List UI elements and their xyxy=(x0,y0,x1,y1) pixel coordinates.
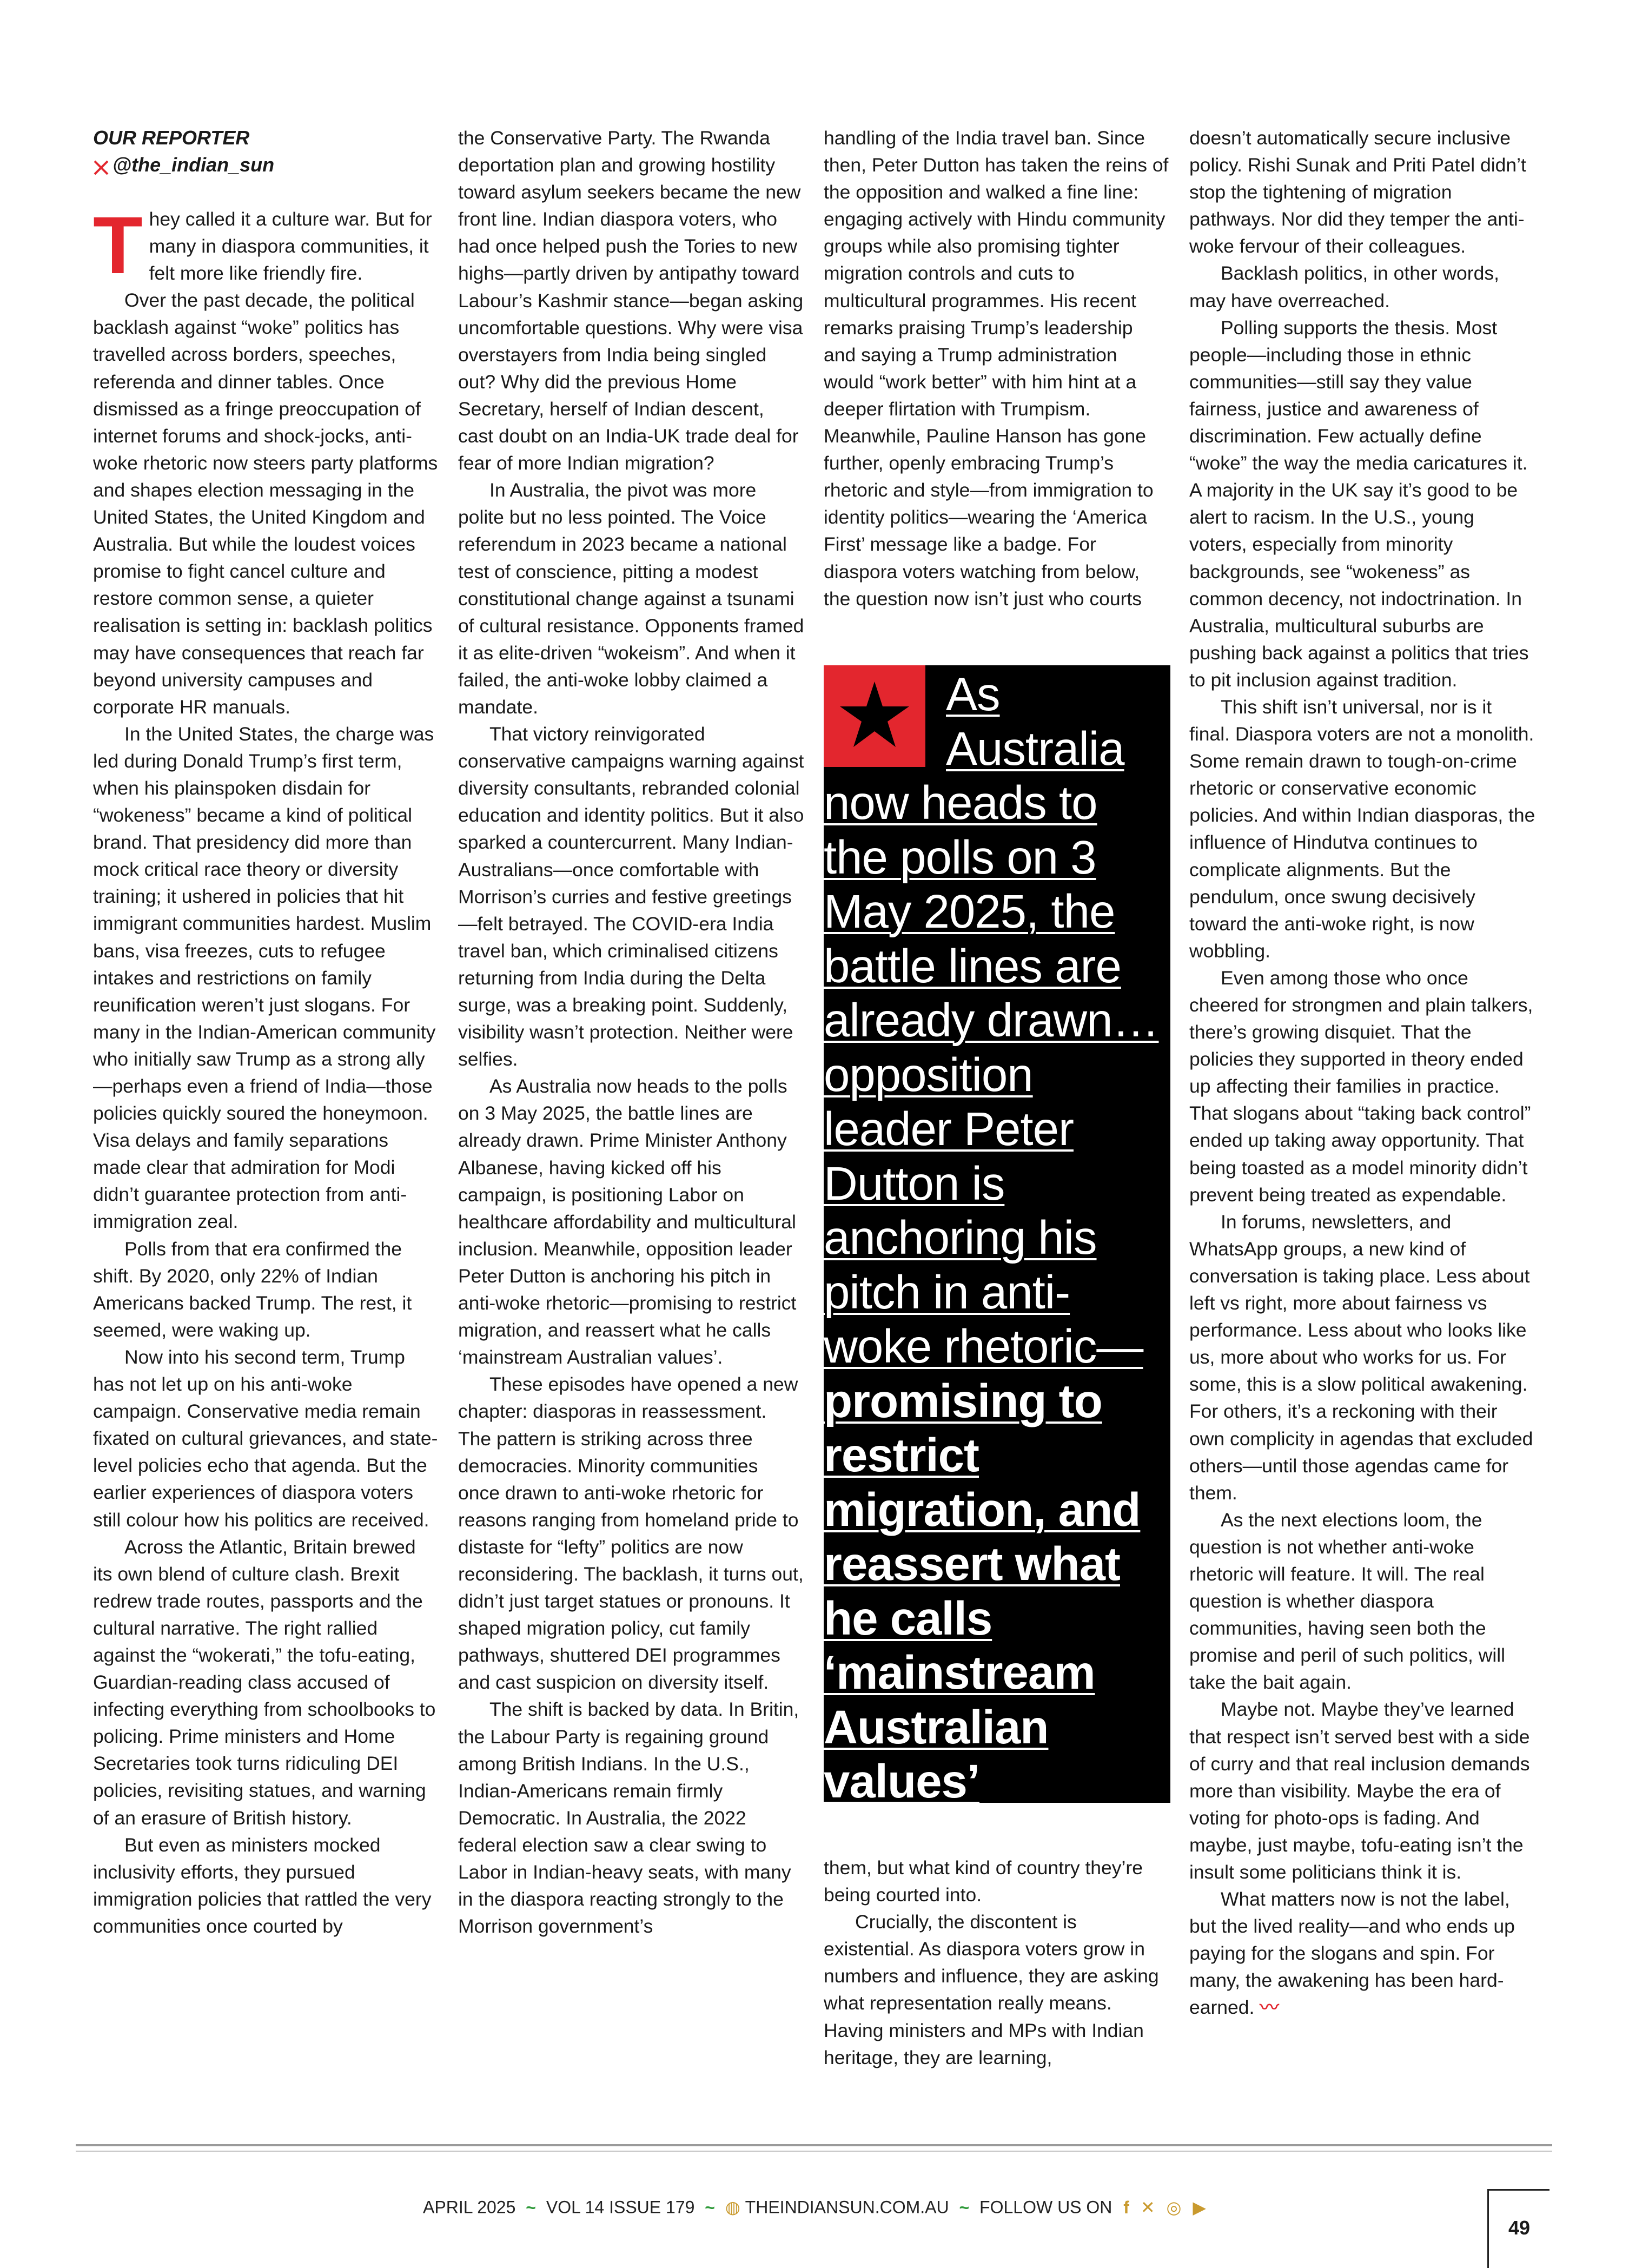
pull-quote-line-bold: Australian xyxy=(824,1701,1049,1754)
pull-quote-line-bold: promising to xyxy=(824,1374,1102,1427)
pull-quote-line: now heads to xyxy=(824,777,1097,829)
pull-quote-line: Dutton is xyxy=(824,1157,1005,1210)
paragraph: them, but what kind of country they’re being courted into. xyxy=(824,1857,1143,1906)
pull-quote-line: woke rhetoric— xyxy=(824,1320,1143,1373)
paragraph: Across the Atlantic, Britain brewed its own blend of culture clash. Brexit redrew trade routes, passports and the cultural narrative. The right rallied against the “wokerati,” the tofu-eating, Guardian-reading class accused of infecting everything from schoolbooks to policing. Prime ministers and Home Secretaries took turns ridiculing DEI policies, revisiting statues, and warning of an erasure of British history. xyxy=(93,1536,436,1829)
paragraph: As the next elections loom, the question is not whether anti-woke rhetoric will feature. It will. The real question is whether diaspora communities, having seen both the promise and peril of such politics, will take the bait again. xyxy=(1189,1509,1506,1694)
byline-label: OUR REPORTER xyxy=(93,127,250,149)
separator-icon: ~ xyxy=(526,2197,536,2217)
pull-quote-line: battle lines are xyxy=(824,940,1121,993)
footer-divider-thin xyxy=(76,2151,1552,2152)
paragraph: These episodes have opened a new chapter: diasporas in reassessment. The pattern is striking across three democracies. Minority communities once drawn to anti-woke rhetoric for reasons ranging from homeland pride to distaste for “lefty” politics are now reconsidering. The backlash, it turns out, didn’t just target statues or pronouns. It shaped migration policy, cut family pathways, shuttered DEI programmes and cast suspicion on diversity itself. xyxy=(458,1373,804,1694)
page-footer xyxy=(0,2195,1629,2218)
footer-issue: VOL 14 ISSUE 179 xyxy=(546,2197,695,2217)
handle-text: @the_indian_sun xyxy=(112,154,275,176)
pull-quote-line: opposition xyxy=(824,1048,1033,1101)
paragraph: doesn’t automatically secure inclusive policy. Rishi Sunak and Priti Patel didn’t stop the tightening of migration pathways. Nor did they temper the anti-woke fervour of their colleagues. xyxy=(1189,127,1526,257)
pull-quote-line: leader Peter xyxy=(824,1103,1074,1155)
end-mark-icon: 〰 xyxy=(1260,1996,1279,2019)
paragraph: the Conservative Party. The Rwanda deportation plan and growing hostility toward asylum seekers became the new front line. Indian diaspora voters, who had once helped push the Tories to new highs—partly driven by antipathy toward Labour’s Kashmir stance—began asking uncomfortable questions. Why were visa overstayers from India being singled out? Why did the previous Home Secretary, herself of Indian descent, cast doubt on an India-UK trade deal for fear of more Indian migration? xyxy=(458,127,804,474)
pull-quote-line: May 2025, the xyxy=(824,885,1115,938)
last-paragraph xyxy=(1189,1886,1535,2021)
article-column-3-continued xyxy=(824,1854,1170,2071)
paragraph: hey called it a culture war. But for many in diaspora communities, it felt more like friendly fire. xyxy=(149,208,432,285)
article-column-4 xyxy=(1189,124,1535,2021)
drop-cap: T xyxy=(93,200,143,290)
paragraph: In Australia, the pivot was more polite but no less pointed. The Voice referendum in 2023 became a national test of conscience, pitting a modest constitutional change against a tsunami of cultural resistance. Opponents framed it as elite-driven “wokeism”. And when it failed, the anti-woke lobby claimed a mandate. xyxy=(458,479,804,718)
paragraph: Crucially, the discontent is existential. As diaspora voters grow in numbers and influence, they are asking what representation really means. Having ministers and MPs with Indian heritage, they are learning, xyxy=(824,1911,1159,2068)
article-column-3 xyxy=(824,124,1170,612)
pull-quote-line: pitch in anti- xyxy=(824,1266,1070,1319)
paragraph: This shift isn’t universal, nor is it final. Diaspora voters are not a monolith. Some remain drawn to tough-on-crime rhetoric or conservative economic policies. And within Indian diasporas, the influence of Hindutva continues to complicate alignments. But the pendulum, once swung decisively toward the anti-woke right, is now wobbling. xyxy=(1189,696,1535,962)
footer-divider xyxy=(76,2144,1552,2146)
paragraph: Polls from that era confirmed the shift. By 2020, only 22% of Indian Americans backed Trump. The rest, it seemed, were waking up. xyxy=(93,1238,412,1341)
paragraph: Backlash politics, in other words, may have overreached. xyxy=(1189,262,1499,312)
pull-quote-line-bold: reassert what xyxy=(824,1538,1120,1590)
paragraph: handling of the India travel ban. Since then, Peter Dutton has taken the reins of the opposition and walked a fine line: engaging actively with Hindu community groups while also promising tighter migration controls and cuts to multicultural programmes. His recent remarks praising Trump’s leadership and saying a Trump administration would “work better” with him hint at a deeper flirtation with Trumpism. Meanwhile, Pauline Hanson has gone further, openly embracing Trump’s rhetoric and style—from immigration to identity politics—wearing the ‘America First’ message like a badge. For diaspora voters watching from below, the question now isn’t just who courts xyxy=(824,127,1169,610)
paragraph: Over the past decade, the political backlash against “woke” politics has travelled across borders, speeches, referenda and dinner tables. Once dismissed as a fringe preoccupation of internet forums and shock-jocks, anti-woke rhetoric now steers party platforms and shapes election messaging in the United States, the United Kingdom and Australia. But while the loudest voices promise to fight cancel culture and restore common sense, a quieter realisation is setting in: backlash politics may have consequences that reach far beyond university campuses and corporate HR manuals. xyxy=(93,289,438,718)
footer-website[interactable]: THEINDIANSUN.COM.AU xyxy=(745,2197,949,2217)
pull-quote-line: already drawn… xyxy=(824,994,1159,1047)
paragraph: In the United States, the charge was led during Donald Trump’s first term, when his plainspoken disdain for “wokeness” became a kind of political brand. That presidency did more than mock critical race theory or diversity training; it ushered in policies that hit immigrant communities hardest. Muslim bans, visa freezes, cuts to refugee intakes and restrictions on family reunification weren’t just slogans. For many in the Indian-American community who initially saw Trump as a strong ally—perhaps even a friend of India—those policies quickly soured the honeymoon. Visa delays and family separations made clear that admiration for Modi didn’t guarantee protection from anti-immigration zeal. xyxy=(93,723,436,1233)
pull-quote-line-bold: ‘mainstream xyxy=(824,1647,1095,1699)
pull-quote-line-bold: restrict xyxy=(824,1429,979,1482)
paragraph: Polling supports the thesis. Most people—including those in ethnic communities—still say they value fairness, justice and awareness of discrimination. Few actually define “woke” the way the media caricatures it. A majority in the UK say it’s good to be alert to racism. In the U.S., young voters, especially from minority backgrounds, see “wokeness” as common decency, not indoctrination. In Australia, multicultural suburbs are pushing back against a politics that tries to pit inclusion against tradition. xyxy=(1189,316,1529,691)
facebook-icon[interactable]: f xyxy=(1123,2197,1129,2217)
page-number: 49 xyxy=(1487,2189,1549,2268)
x-icon[interactable]: ✕ xyxy=(1140,2197,1155,2217)
pull-quote-line-bold: values’ xyxy=(824,1755,980,1808)
pull-quote-text xyxy=(824,667,1170,1809)
paragraph: Now into his second term, Trump has not let up on his anti-woke campaign. Conservative media remain fixated on cultural grievances, and state-level policies echo that agenda. But the earlier experiences of diaspora voters still colour how his politics are received. xyxy=(93,1346,438,1531)
paragraph: In forums, newsletters, and WhatsApp groups, a new kind of conversation is taking place. Less about left vs right, more about fairness vs performance. Less about who looks like us, more about who works for us. For some, this is a slow political awakening. For others, it’s a reckoning with their own complicity in agendas that excluded others—until those agendas came for them. xyxy=(1189,1211,1533,1504)
x-icon xyxy=(93,156,109,174)
pull-quote-line-bold: he calls xyxy=(824,1592,992,1645)
youtube-icon[interactable]: ▶ xyxy=(1193,2197,1206,2217)
footer-follow: FOLLOW US ON xyxy=(979,2197,1113,2217)
article-column-2 xyxy=(458,124,804,1940)
byline-handle[interactable] xyxy=(93,151,439,178)
article-column-1 xyxy=(93,124,439,1940)
pull-quote-line: anchoring his xyxy=(824,1212,1097,1264)
pull-quote-line: As xyxy=(946,668,1000,720)
paragraph: Maybe not. Maybe they’ve learned that respect isn’t served best with a side of curry and that real inclusion demands more than visibility. Maybe the era of voting for photo-ops is fading. And maybe, just maybe, tofu-eating isn’t the insult some politicians think it is. xyxy=(1189,1698,1530,1883)
globe-icon: ◍ xyxy=(725,2197,740,2217)
pull-quote-line-bold: migration, and xyxy=(824,1483,1141,1536)
pull-quote-line: Australia xyxy=(946,722,1124,775)
paragraph: The shift is backed by data. In Britin, the Labour Party is regaining ground among British Indians. In the U.S., Indian-Americans remain firmly Democratic. In Australia, the 2022 federal election saw a clear swing to Labor in Indian-heavy seats, with many in the diaspora reacting strongly to the Morrison government’s xyxy=(458,1698,799,1938)
footer-date: APRIL 2025 xyxy=(423,2197,516,2217)
instagram-icon[interactable]: ◎ xyxy=(1166,2197,1182,2217)
paragraph: But even as ministers mocked inclusivity efforts, they pursued immigration policies that rattled the very communities once courted by xyxy=(93,1834,432,1937)
paragraph: That victory reinvigorated conservative campaigns warning against diversity consultants, rebranded colonial education and identity politics. But it also sparked a countercurrent. Many Indian-Australians—once comfortable with Morrison’s curries and festive greetings—felt betrayed. The COVID-era India travel ban, which criminalised citizens returning from India during the Delta surge, was a breaking point. Suddenly, visibility wasn’t protection. Neither were selfies. xyxy=(458,723,804,1070)
paragraph-text: What matters now is not the label, but the lived reality—and who ends up paying for the slogans and spin. For many, the awakening has been hard-earned. xyxy=(1189,1888,1515,2019)
pull-quote xyxy=(824,665,1170,1808)
separator-icon: ~ xyxy=(705,2197,715,2217)
paragraph: As Australia now heads to the polls on 3 May 2025, the battle lines are already drawn. Prime Minister Anthony Albanese, having kicked off his campaign, is positioning Labor on healthcare affordability and multicultural inclusion. Meanwhile, opposition leader Peter Dutton is anchoring his pitch in anti-woke rhetoric—promising to restrict migration, and reassert what he calls ‘mainstream Australian values’. xyxy=(458,1075,797,1368)
paragraph: Even among those who once cheered for strongmen and plain talkers, there’s growing disquiet. That the policies they supported in theory ended up affecting their families in practice. That slogans about “taking back control” ended up taking away opportunity. That being toasted as a model minority didn’t prevent being treated as expendable. xyxy=(1189,967,1533,1206)
pull-quote-line: the polls on 3 xyxy=(824,831,1096,884)
separator-icon: ~ xyxy=(959,2197,970,2217)
